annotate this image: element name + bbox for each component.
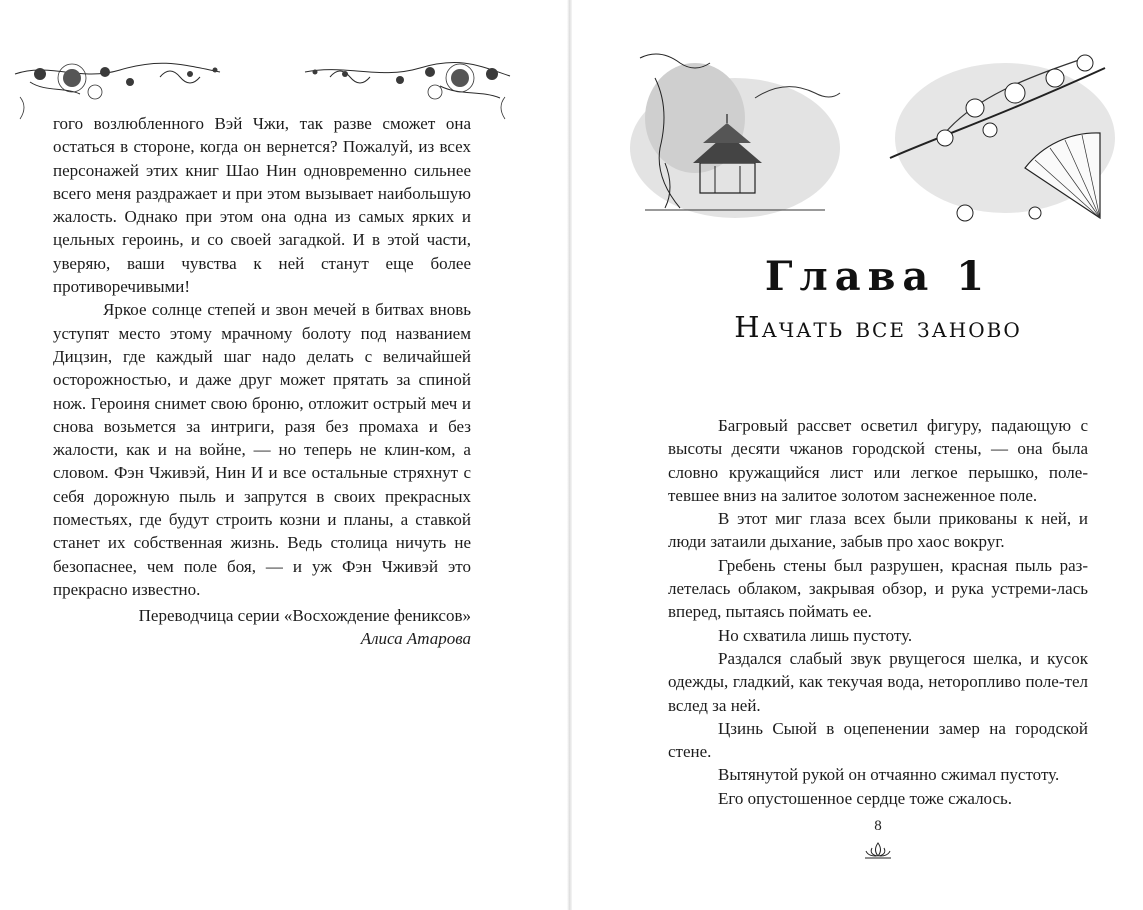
- page-number: 8: [874, 818, 882, 834]
- paragraph: [668, 554, 1088, 624]
- text-line: более противоречивыми!: [53, 253, 472, 297]
- text-line: Яркое солнце степей и звон мечей в битвах вновь: [103, 300, 471, 320]
- text-line: с высоты десяти чжанов городской стены, — она была: [668, 416, 1089, 459]
- text-line: самых ярких и цельных героинь, и со своей загадкой.: [53, 207, 471, 250]
- text-line: уступят место этому мрачному болоту под названием: [53, 323, 471, 343]
- text-line: планы, а ставкой станет их собственная жизнь. Ведь: [53, 510, 471, 553]
- text-line: остаться в стороне, когда он вернется? Пожалуй, из: [53, 137, 435, 157]
- text-line: тел вслед за ней.: [668, 672, 1088, 715]
- text-line: сильнее всего меня раздражает и при этом вызывает: [53, 160, 471, 203]
- text-line: и без жалости, как и на войне, — но теперь не клин-: [53, 416, 471, 460]
- paragraph: [668, 647, 1088, 717]
- left-page-text: [53, 112, 471, 601]
- translator-signature: [53, 604, 471, 651]
- translator-name: Алиса Атарова: [360, 629, 471, 649]
- text-line: летелась облаком, закрывая обзор, и рука устреми-: [668, 579, 1057, 599]
- text-line: ком, а словом. Фэн Чживэй, Нин И и все остальные: [53, 440, 471, 483]
- text-line: прекрасных поместьях, где будут строить козни и: [53, 486, 472, 530]
- text-line: всех персонажей этих книг Шао Нин одновременно: [53, 137, 472, 180]
- text-line: Вытянутой рукой он отчаянно сжимал пустоту.: [718, 765, 1060, 785]
- text-line: Цзинь Сыюй в оцепенении замер на городской: [718, 718, 1088, 738]
- paragraph: [668, 507, 1088, 554]
- text-line: стряхнут с себя дорожную пыль и запрутся в своих: [53, 463, 471, 506]
- paragraph: [53, 112, 471, 298]
- text-line: словно кружащийся лист или легкое перышко, поле-: [668, 462, 1088, 482]
- text-line: Фэн Чживэй это прекрасно известно.: [53, 556, 471, 599]
- lotus-icon: [862, 840, 894, 860]
- translator-role: Переводчица серии «Восхождение фениксов»: [138, 606, 471, 625]
- text-line: Но схватила лишь пустоту.: [718, 625, 913, 645]
- chapter-title: Начать все заново: [734, 310, 1022, 344]
- text-line: одежды, гладкий, как текучая вода, неторопливо поле-: [668, 672, 1065, 692]
- text-line: Дицзин, где каждый шаг надо делать с величайшей: [53, 346, 471, 366]
- text-line: осторожностью, и даже друг может прятать за спиной: [53, 370, 471, 390]
- paragraph: [53, 298, 471, 601]
- text-line: Его опустошенное сердце тоже сжалось.: [718, 788, 1013, 808]
- text-line: тевшее вниз на залитое золотом заснеженное поле.: [668, 485, 1038, 505]
- paragraph: [668, 624, 1088, 647]
- paragraph: [668, 787, 1088, 810]
- text-line: лась вперед, пытаясь поймать ее.: [668, 579, 1088, 622]
- text-line: люди затаили дыхание, забыв про хаос вокруг.: [668, 532, 1005, 552]
- paragraph: [668, 763, 1088, 786]
- paragraph: [668, 717, 1088, 764]
- text-line: В этот миг глаза всех были прикованы к ней, и: [718, 509, 1088, 529]
- text-line: наибольшую жалость. Однако при этом она одна из: [53, 183, 472, 227]
- text-line: Багровый рассвет осветил фигуру, падающую: [718, 416, 1072, 435]
- text-line: Раздался слабый звук рвущегося шелка, и кусок: [718, 648, 1088, 668]
- paragraph: [668, 414, 1088, 507]
- text-line: стене.: [668, 742, 712, 762]
- right-page-text: [668, 414, 1088, 810]
- cherry-blossom-fan-illustration: [885, 38, 1125, 243]
- text-line: гого возлюбленного Вэй Чжи, так разве сможет она: [53, 114, 471, 133]
- text-line: Гребень стены был разрушен, красная пыль раз-: [718, 555, 1088, 575]
- text-line: столица ничуть не безопаснее, чем поле боя, — и уж: [53, 533, 471, 576]
- text-line: нож. Героиня снимет свою броню, отложит острый: [53, 393, 427, 413]
- chapter-number: Глава 1: [764, 253, 992, 300]
- text-line: И в этой части, уверяю, ваши чувства к ней станут еще: [53, 230, 472, 273]
- text-line: меч и снова возьмется за интриги, разя без промаха: [53, 393, 471, 436]
- pagoda-mountain-illustration: [625, 38, 850, 228]
